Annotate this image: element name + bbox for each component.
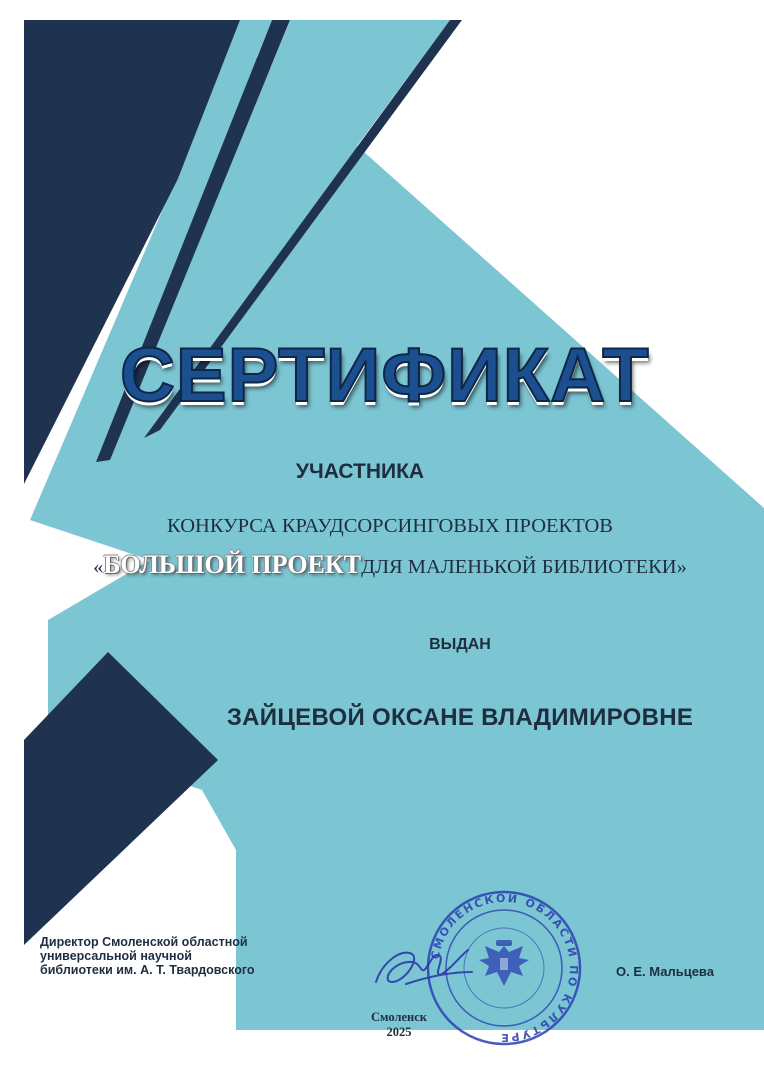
director-line-3: библиотеки им. А. Т. Твардовского — [40, 963, 255, 977]
issued-label: ВЫДАН — [429, 636, 491, 653]
project-name: БОЛЬШОЙ ПРОЕКТ — [103, 550, 362, 579]
recipient-name: ЗАЙЦЕВОЙ ОКСАНЕ ВЛАДИМИРОВНЕ — [226, 704, 694, 731]
project-rest: ДЛЯ МАЛЕНЬКОЙ БИБЛИОТЕКИ» — [361, 556, 687, 578]
project-line — [40, 550, 740, 580]
director-title — [40, 935, 300, 977]
director-line-2: универсальной научной — [40, 949, 192, 963]
certificate-subtitle: УЧАСТНИКА — [295, 460, 425, 483]
contest-line: КОНКУРСА КРАУДСОРСИНГОВЫХ ПРОЕКТОВ — [167, 515, 613, 537]
year: 2025 — [386, 1025, 412, 1039]
city: Смоленск — [371, 1010, 427, 1024]
svg-text:СМОЛЕНСКОЙ ОБЛАСТИ ПО КУЛЬТУРЕ: СМОЛЕНСКОЙ ОБЛАСТИ ПО КУЛЬТУРЕ — [428, 891, 581, 1045]
quote-open: « — [93, 556, 104, 578]
eagle-emblem-icon — [479, 940, 529, 986]
place-and-year — [354, 1010, 444, 1040]
signatory-name: О. Е. Мальцева — [616, 964, 714, 979]
certificate-title: СЕРТИФИКАТ — [120, 333, 650, 418]
handwritten-signature — [368, 938, 478, 998]
director-line-1: Директор Смоленской областной — [40, 935, 248, 949]
